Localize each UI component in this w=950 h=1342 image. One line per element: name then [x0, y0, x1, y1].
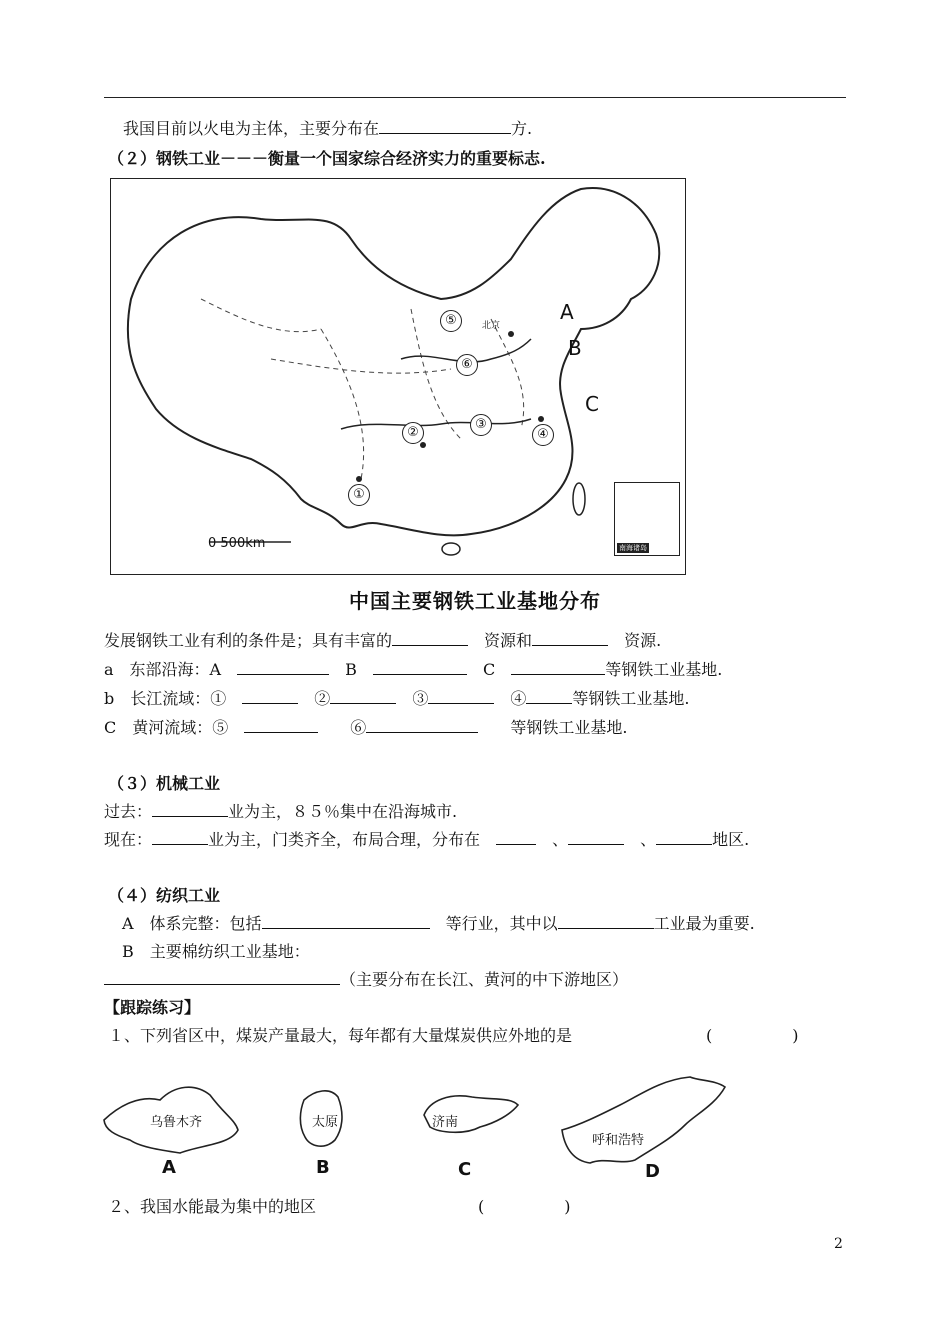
option-d-letter[interactable]: D [645, 1161, 660, 1182]
section3-heading: （３）机械工业 [108, 774, 221, 793]
inset-label: 南海诸岛 [619, 544, 647, 552]
page-number: 2 [834, 1236, 843, 1252]
map-marker-1: ① [348, 484, 370, 506]
map-marker-3: ③ [470, 414, 492, 436]
textile-c [104, 969, 628, 991]
map-marker-5: ⑤ [440, 310, 462, 332]
textile-b: B 主要棉纺织工业基地： [122, 942, 310, 961]
blank[interactable] [152, 829, 208, 845]
blank[interactable] [526, 688, 572, 704]
yangtze-n4: ④ [510, 689, 527, 708]
blank[interactable] [366, 717, 478, 733]
option-b-city: 太原 [312, 1115, 339, 1130]
blank[interactable] [330, 688, 396, 704]
machinery-now [104, 829, 749, 851]
past-suffix: 业为主，８５％集中在沿海城市. [228, 802, 458, 821]
question-1: １、下列省区中，煤炭产量最大，每年都有大量煤炭供应外地的是 [108, 1026, 573, 1045]
map-marker-4: ④ [532, 424, 554, 446]
conditions-text3: 资源. [624, 631, 662, 650]
practice-heading: 【跟踪练习】 [104, 998, 201, 1017]
option-a-letter[interactable]: A [162, 1157, 176, 1178]
now-sep1: 、 [552, 830, 569, 849]
map-title: 中国主要钢铁工业基地分布 [349, 589, 601, 613]
east-c: C [482, 660, 496, 679]
china-outline-svg [111, 179, 685, 574]
map-scale: 0 500km [208, 536, 266, 551]
question-1-answer[interactable]: ( ) [706, 1026, 799, 1045]
east-prefix: a 东部沿海：A [104, 660, 222, 679]
blank[interactable] [242, 688, 298, 704]
textile-a-suffix: 工业最为重要. [653, 914, 755, 933]
textile-a-prefix: A 体系完整：包括 [122, 914, 262, 933]
blank[interactable] [532, 630, 608, 646]
option-c-letter[interactable]: C [458, 1159, 472, 1180]
map-label-a: A [560, 300, 574, 324]
conditions-text1: 发展钢铁工业有利的条件是；具有丰富的 [104, 631, 393, 650]
blank[interactable] [511, 659, 605, 675]
blank[interactable] [237, 659, 329, 675]
china-steel-map [110, 178, 686, 575]
blank[interactable] [262, 913, 430, 929]
east-suffix: 等钢铁工业基地. [605, 660, 723, 679]
now-prefix: 现在： [104, 830, 153, 849]
now-suffix: 地区. [712, 830, 750, 849]
yangtze-line [104, 688, 689, 710]
blank[interactable] [558, 913, 654, 929]
machinery-past [104, 801, 457, 823]
now-mid: 业为主，门类齐全，布局合理，分布在 [208, 830, 481, 849]
yellow-prefix: C 黄河流域：⑤ [104, 718, 229, 737]
map-label-c: C [585, 392, 599, 416]
blank[interactable] [568, 829, 624, 845]
blank[interactable] [392, 630, 468, 646]
section2-heading: （２）钢铁工业－－－衡量一个国家综合经济实力的重要标志. [108, 149, 546, 168]
blank[interactable] [373, 659, 467, 675]
blank[interactable] [104, 969, 340, 985]
map-marker-6: ⑥ [456, 354, 478, 376]
map-label-b: B [568, 336, 582, 360]
blank[interactable] [428, 688, 494, 704]
textile-c-suffix: （主要分布在长江、黄河的中下游地区） [340, 970, 629, 989]
yellow-suffix: 等钢铁工业基地. [510, 718, 628, 737]
section4-heading: （４）纺织工业 [108, 886, 221, 905]
option-c-city: 济南 [432, 1115, 459, 1130]
now-sep2: 、 [640, 830, 657, 849]
yellow-line [104, 717, 627, 739]
blank[interactable] [379, 118, 511, 134]
option-b-letter[interactable]: B [316, 1157, 330, 1178]
conditions-line [104, 630, 661, 652]
south-china-sea-inset [614, 482, 680, 556]
question-2-answer[interactable]: ( ) [478, 1197, 571, 1216]
intro-text: 我国目前以火电为主体，主要分布在 [123, 119, 380, 138]
option-a-city: 乌鲁木齐 [150, 1115, 203, 1130]
question-2: ２、我国水能最为集中的地区 [108, 1197, 317, 1216]
option-d-city: 呼和浩特 [592, 1133, 645, 1148]
east-b: B [345, 660, 357, 679]
conditions-text2: 资源和 [484, 631, 533, 650]
beijing-label: 北京 [482, 321, 501, 331]
top-rule [104, 97, 846, 98]
intro-suffix: 方. [511, 119, 533, 138]
textile-a-mid: 等行业，其中以 [445, 914, 558, 933]
blank[interactable] [244, 717, 318, 733]
blank[interactable] [496, 829, 536, 845]
yellow-n6: ⑥ [350, 718, 367, 737]
east-line [104, 659, 722, 681]
yangtze-suffix: 等钢铁工业基地. [572, 689, 690, 708]
intro-line [123, 118, 532, 140]
blank[interactable] [152, 801, 228, 817]
yangtze-prefix: b 长江流域：① [104, 689, 227, 708]
past-prefix: 过去： [104, 802, 153, 821]
textile-a [122, 913, 755, 935]
yangtze-n2: ② [314, 689, 331, 708]
map-marker-2: ② [402, 422, 424, 444]
yangtze-n3: ③ [412, 689, 429, 708]
blank[interactable] [656, 829, 712, 845]
